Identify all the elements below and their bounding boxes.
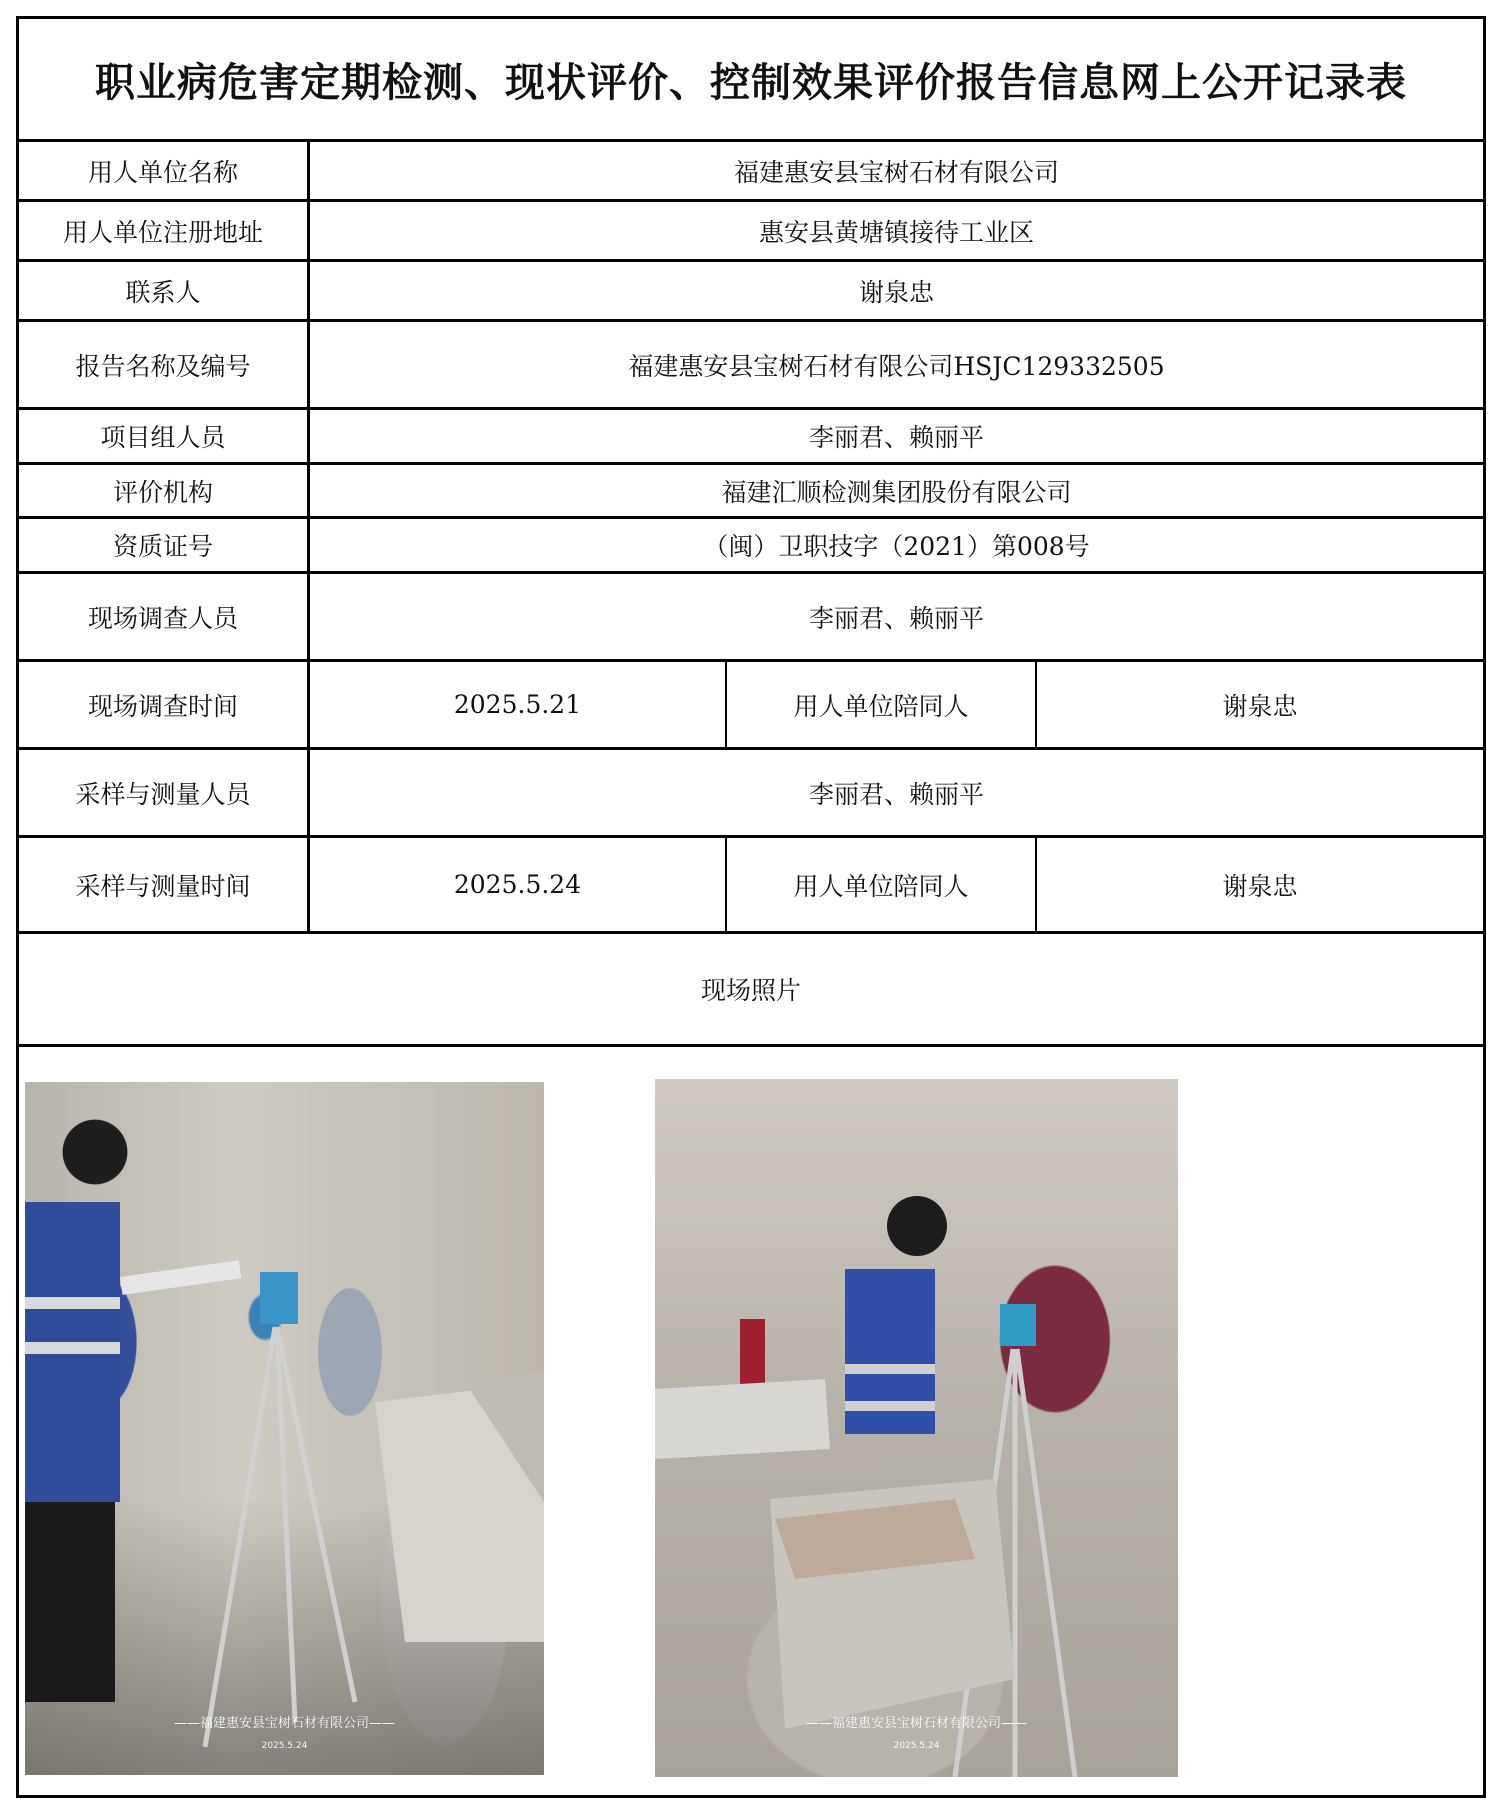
label-site-survey-time: 现场调查时间 bbox=[87, 691, 238, 721]
row-divider bbox=[16, 1044, 1486, 1047]
label-sampling-accompanying-person: 用人单位陪同人 bbox=[793, 871, 969, 901]
value-survey-accompanying-person: 谢泉忠 bbox=[1222, 691, 1298, 721]
value-qualification-number: （闽）卫职技字（2021）第008号 bbox=[703, 532, 1090, 561]
label-sampling-staff: 采样与测量人员 bbox=[75, 779, 251, 809]
value-evaluation-agency: 福建汇顺检测集团股份有限公司 bbox=[721, 477, 1072, 507]
value-contact-person: 谢泉忠 bbox=[858, 277, 934, 307]
label-employer-name: 用人单位名称 bbox=[87, 157, 238, 187]
document-title: 职业病危害定期检测、现状评价、控制效果评价报告信息网上公开记录表 bbox=[95, 59, 1407, 106]
photo-2-watermark: ——福建惠安县宝树石材有限公司—— bbox=[805, 1716, 1027, 1731]
label-registered-address: 用人单位注册地址 bbox=[62, 217, 263, 247]
label-site-survey-staff: 现场调查人员 bbox=[87, 603, 238, 633]
value-project-team: 李丽君、赖丽平 bbox=[808, 423, 984, 452]
value-site-survey-time: 2025.5.21 bbox=[453, 690, 582, 719]
value-report-name-number: 福建惠安县宝树石材有限公司HSJC129332505 bbox=[628, 351, 1165, 381]
label-project-team: 项目组人员 bbox=[100, 423, 226, 452]
site-photos-heading: 现场照片 bbox=[700, 976, 801, 1005]
site-scene-illustration bbox=[655, 1079, 1178, 1777]
label-survey-accompanying-person: 用人单位陪同人 bbox=[793, 691, 969, 721]
value-sampling-staff: 李丽君、赖丽平 bbox=[808, 779, 984, 809]
photo-1-watermark: ——福建惠安县宝树石材有限公司—— bbox=[173, 1716, 395, 1731]
label-contact-person: 联系人 bbox=[125, 277, 201, 307]
label-report-name-number: 报告名称及编号 bbox=[75, 351, 251, 381]
value-sampling-accompanying-person: 谢泉忠 bbox=[1222, 871, 1298, 901]
tripod-illustration bbox=[25, 1082, 544, 1775]
label-evaluation-agency: 评价机构 bbox=[112, 477, 213, 507]
photo-2-date: 2025.5.24 bbox=[893, 1741, 940, 1751]
value-site-survey-staff: 李丽君、赖丽平 bbox=[808, 603, 984, 633]
value-employer-name: 福建惠安县宝树石材有限公司 bbox=[733, 157, 1059, 187]
site-photo-2 bbox=[655, 1079, 1178, 1777]
site-photo-1 bbox=[25, 1082, 544, 1775]
value-registered-address: 惠安县黄塘镇接待工业区 bbox=[758, 217, 1034, 247]
value-sampling-time: 2025.5.24 bbox=[453, 870, 582, 899]
photo-1-date: 2025.5.24 bbox=[261, 1741, 308, 1751]
label-qualification-number: 资质证号 bbox=[112, 532, 213, 561]
label-sampling-time: 采样与测量时间 bbox=[75, 871, 251, 901]
